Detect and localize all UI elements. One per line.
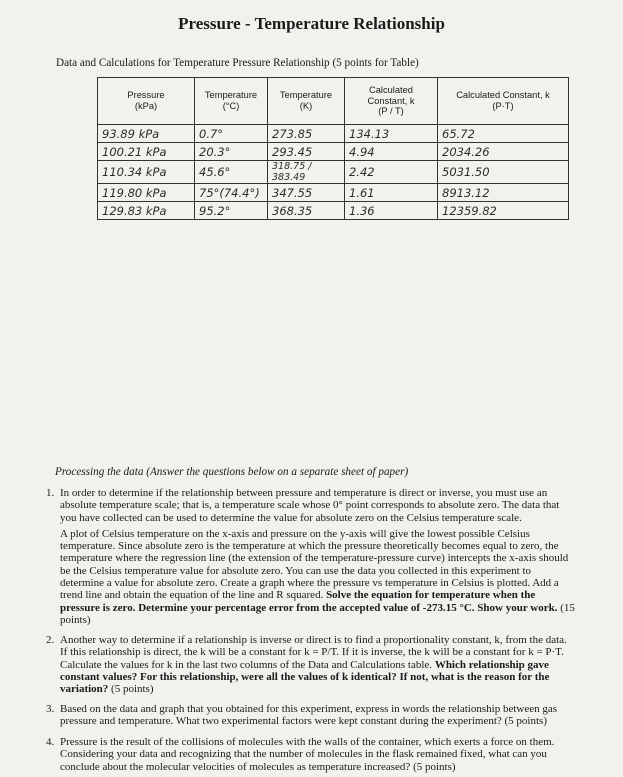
cell-pressure: 119.80 kPa [98,184,195,202]
question-body [60,634,576,695]
cell-pressure: 93.89 kPa [98,125,195,143]
question-number: 1. [46,487,55,499]
table-row [98,125,569,143]
header-constant-p-times-t: Calculated Constant, k (P·T) [438,78,569,125]
cell-k-product: 5031.50 [438,161,569,184]
cell-pressure: 110.34 kPa [98,161,195,184]
question-number: 4. [46,736,55,748]
table-row [98,202,569,220]
cell-k-product: 2034.26 [438,143,569,161]
question-paragraph: Pressure is the result of the collisions of molecules with the walls of the container, which exerts a force on them. Considering your data and recognizing that the number of molecules in the flask remained fixed, what can you conclude about the molecular velocities of molecules as temperature increased? (5 points) [60,736,555,773]
table-row [98,143,569,161]
question-points: (5 points) [108,683,154,696]
cell-k-ratio: 2.42 [345,161,438,184]
question-4 [46,736,576,777]
question-3 [46,703,576,732]
cell-temp-k: 293.45 [268,143,345,161]
table-caption: Data and Calculations for Temperature Pressure Relationship (5 points for Table) [56,57,419,69]
cell-temp-c: 45.6° [195,161,268,184]
question-2 [46,634,576,699]
question-text: A plot of Celsius temperature on the x-axis and pressure on the y-axis will give the lowest possible Celsius temperature. Since absolute zero is the temperature at which the pressure theoretically becomes equal to zero, the temperature where the regression line (the extension of the temperature-pressure curve) intercepts the x-axis should be the Celsius temperature value for absolute zero. You can use the data you collected in this experiment to determine a value for absolute zero. Create a graph where the pressure vs temperature in Celsius is plotted. Add a trend line and obtain the equation of the line and R squared. [60,527,569,602]
cell-temp-c: 0.7° [195,125,268,143]
question-paragraph: In order to determine if the relationship between pressure and temperature is direct or inverse, you must use an absolute temperature scale; that is, a temperature scale whose 0° point corresponds to absolute zero. The data that you have collected can be used to determine the value for absolute zero on the Celsius temperature scale. [60,487,560,524]
header-pressure: Pressure (kPa) [98,78,195,125]
cell-temp-k: 368.35 [268,202,345,220]
question-bold-text: Solve the equation for temperature when the pressure is zero. Determine your percentage error from the accepted value of -273.15 °C. Show your work. [60,589,558,614]
question-bold-text: Which relationship gave constant values? For this relationship, were all the values of k identical? If not, what is the reason for the variation? [60,658,550,696]
question-paragraph: Based on the data and graph that you obtained for this experiment, express in words the relationship between gas pressure and temperature. What two experimental factors were kept constant during the experiment? (5 points) [60,703,558,728]
cell-pressure: 100.21 kPa [98,143,195,161]
cell-k-product: 65.72 [438,125,569,143]
question-body [60,736,576,773]
header-temperature-k: Temperature (K) [268,78,345,125]
header-constant-p-over-t: Calculated Constant, k (P / T) [345,78,438,125]
table-header-row [98,78,569,125]
page-title: Pressure - Temperature Relationship [178,14,445,33]
question-1 [46,487,576,630]
question-paragraph [60,528,576,626]
question-body [60,703,576,728]
question-paragraph [60,634,576,695]
header-temperature-c: Temperature (°C) [195,78,268,125]
cell-k-ratio: 4.94 [345,143,438,161]
data-table [97,77,569,220]
cell-k-product: 8913.12 [438,184,569,202]
cell-k-ratio: 134.13 [345,125,438,143]
question-body [60,487,576,626]
table-row [98,184,569,202]
cell-k-ratio: 1.61 [345,184,438,202]
question-number: 3. [46,703,55,715]
question-text: Another way to determine if a relationship is inverse or direct is to find a proportionality constant, k, from the data. If this relationship is direct, the k will be a constant for k = P/T. If it is inverse, the k will be a constant for k = P·T. Calculate the values for k in the last two columns of the Data and Calculations table. [60,634,567,671]
cell-temp-c: 75°(74.4°) [195,184,268,202]
cell-temp-c: 95.2° [195,202,268,220]
cell-k-ratio: 1.36 [345,202,438,220]
processing-heading: Processing the data (Answer the questions below on a separate sheet of paper) [55,466,409,478]
question-points: (15 points) [60,601,575,626]
cell-temp-c: 20.3° [195,143,268,161]
cell-temp-k: 273.85 [268,125,345,143]
cell-temp-k: 347.55 [268,184,345,202]
cell-temp-k: 318.75 / 383.49 [268,161,345,184]
table-row [98,161,569,184]
question-number: 2. [46,634,55,646]
cell-pressure: 129.83 kPa [98,202,195,220]
cell-k-product: 12359.82 [438,202,569,220]
